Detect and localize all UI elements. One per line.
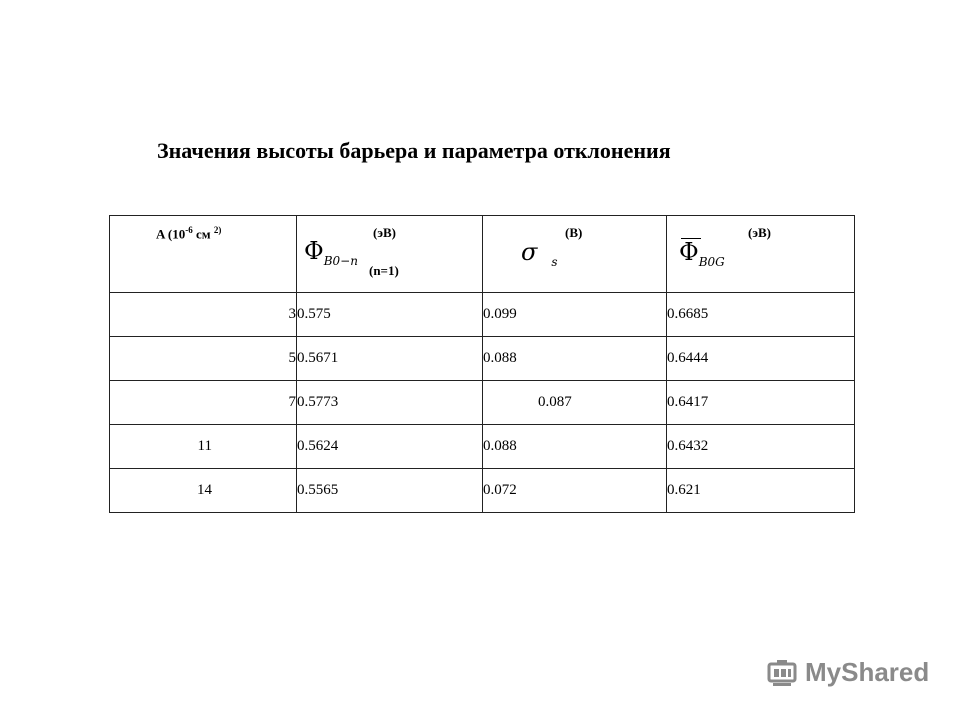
cell-phi-b0n: 0.575 (297, 293, 483, 337)
table-row (110, 293, 855, 337)
header-cell-phi-b0g (667, 216, 855, 293)
cell-sigma-s: 0.099 (483, 293, 667, 337)
header-area-label: A ($10^{-6}$ см $^{2)}$ (156, 225, 222, 242)
cell-phi-b0g: 0.6432 (667, 425, 855, 469)
header-unit-ev: (эВ) (373, 225, 396, 240)
cell-phi-b0g: 0.621 (667, 469, 855, 513)
cell-phi-b0g: 0.6417 (667, 381, 855, 425)
cell-sigma-s: 0.088 (483, 337, 667, 381)
header-cell-sigma-s (483, 216, 667, 293)
cell-area: 11 (110, 425, 297, 469)
header-note-n1: (n=1) (369, 263, 399, 278)
header-cell-phi-b0n (297, 216, 483, 293)
header-unit-v: (B) (565, 225, 583, 240)
cell-phi-b0n: 0.5565 (297, 469, 483, 513)
table-row (110, 469, 855, 513)
table-row (110, 425, 855, 469)
cell-area: 3 (110, 293, 297, 337)
cell-sigma-s: 0.088 (483, 425, 667, 469)
results-table (109, 215, 855, 513)
page-title: Значения высоты барьера и параметра отклонения (157, 138, 671, 163)
phi-b0g-symbol: $\Phi_{B0G}$ (679, 238, 725, 269)
cell-area: 5 (110, 337, 297, 381)
cell-phi-b0n: 0.5773 (297, 381, 483, 425)
header-cell-area (110, 216, 297, 293)
watermark-text: MyShared (805, 657, 930, 687)
sigma-s-symbol: σ $_s$ (521, 238, 558, 269)
cell-phi-b0g: 0.6444 (667, 337, 855, 381)
cell-sigma-s: 0.087 (483, 381, 667, 425)
cell-phi-b0n: 0.5671 (297, 337, 483, 381)
table-row (110, 381, 855, 425)
myshared-watermark (765, 657, 929, 688)
cell-area: 7 (110, 381, 297, 425)
cell-area: 14 (110, 469, 297, 513)
cell-phi-b0g: 0.6685 (667, 293, 855, 337)
header-unit-ev-2: (эВ) (748, 225, 771, 240)
table-row (110, 337, 855, 381)
cell-phi-b0n: 0.5624 (297, 425, 483, 469)
table-header-row (110, 216, 855, 293)
myshared-logo-icon (765, 658, 799, 688)
phi-b0n-symbol: $\Phi_{B0-n}$ (304, 237, 358, 268)
cell-sigma-s: 0.072 (483, 469, 667, 513)
